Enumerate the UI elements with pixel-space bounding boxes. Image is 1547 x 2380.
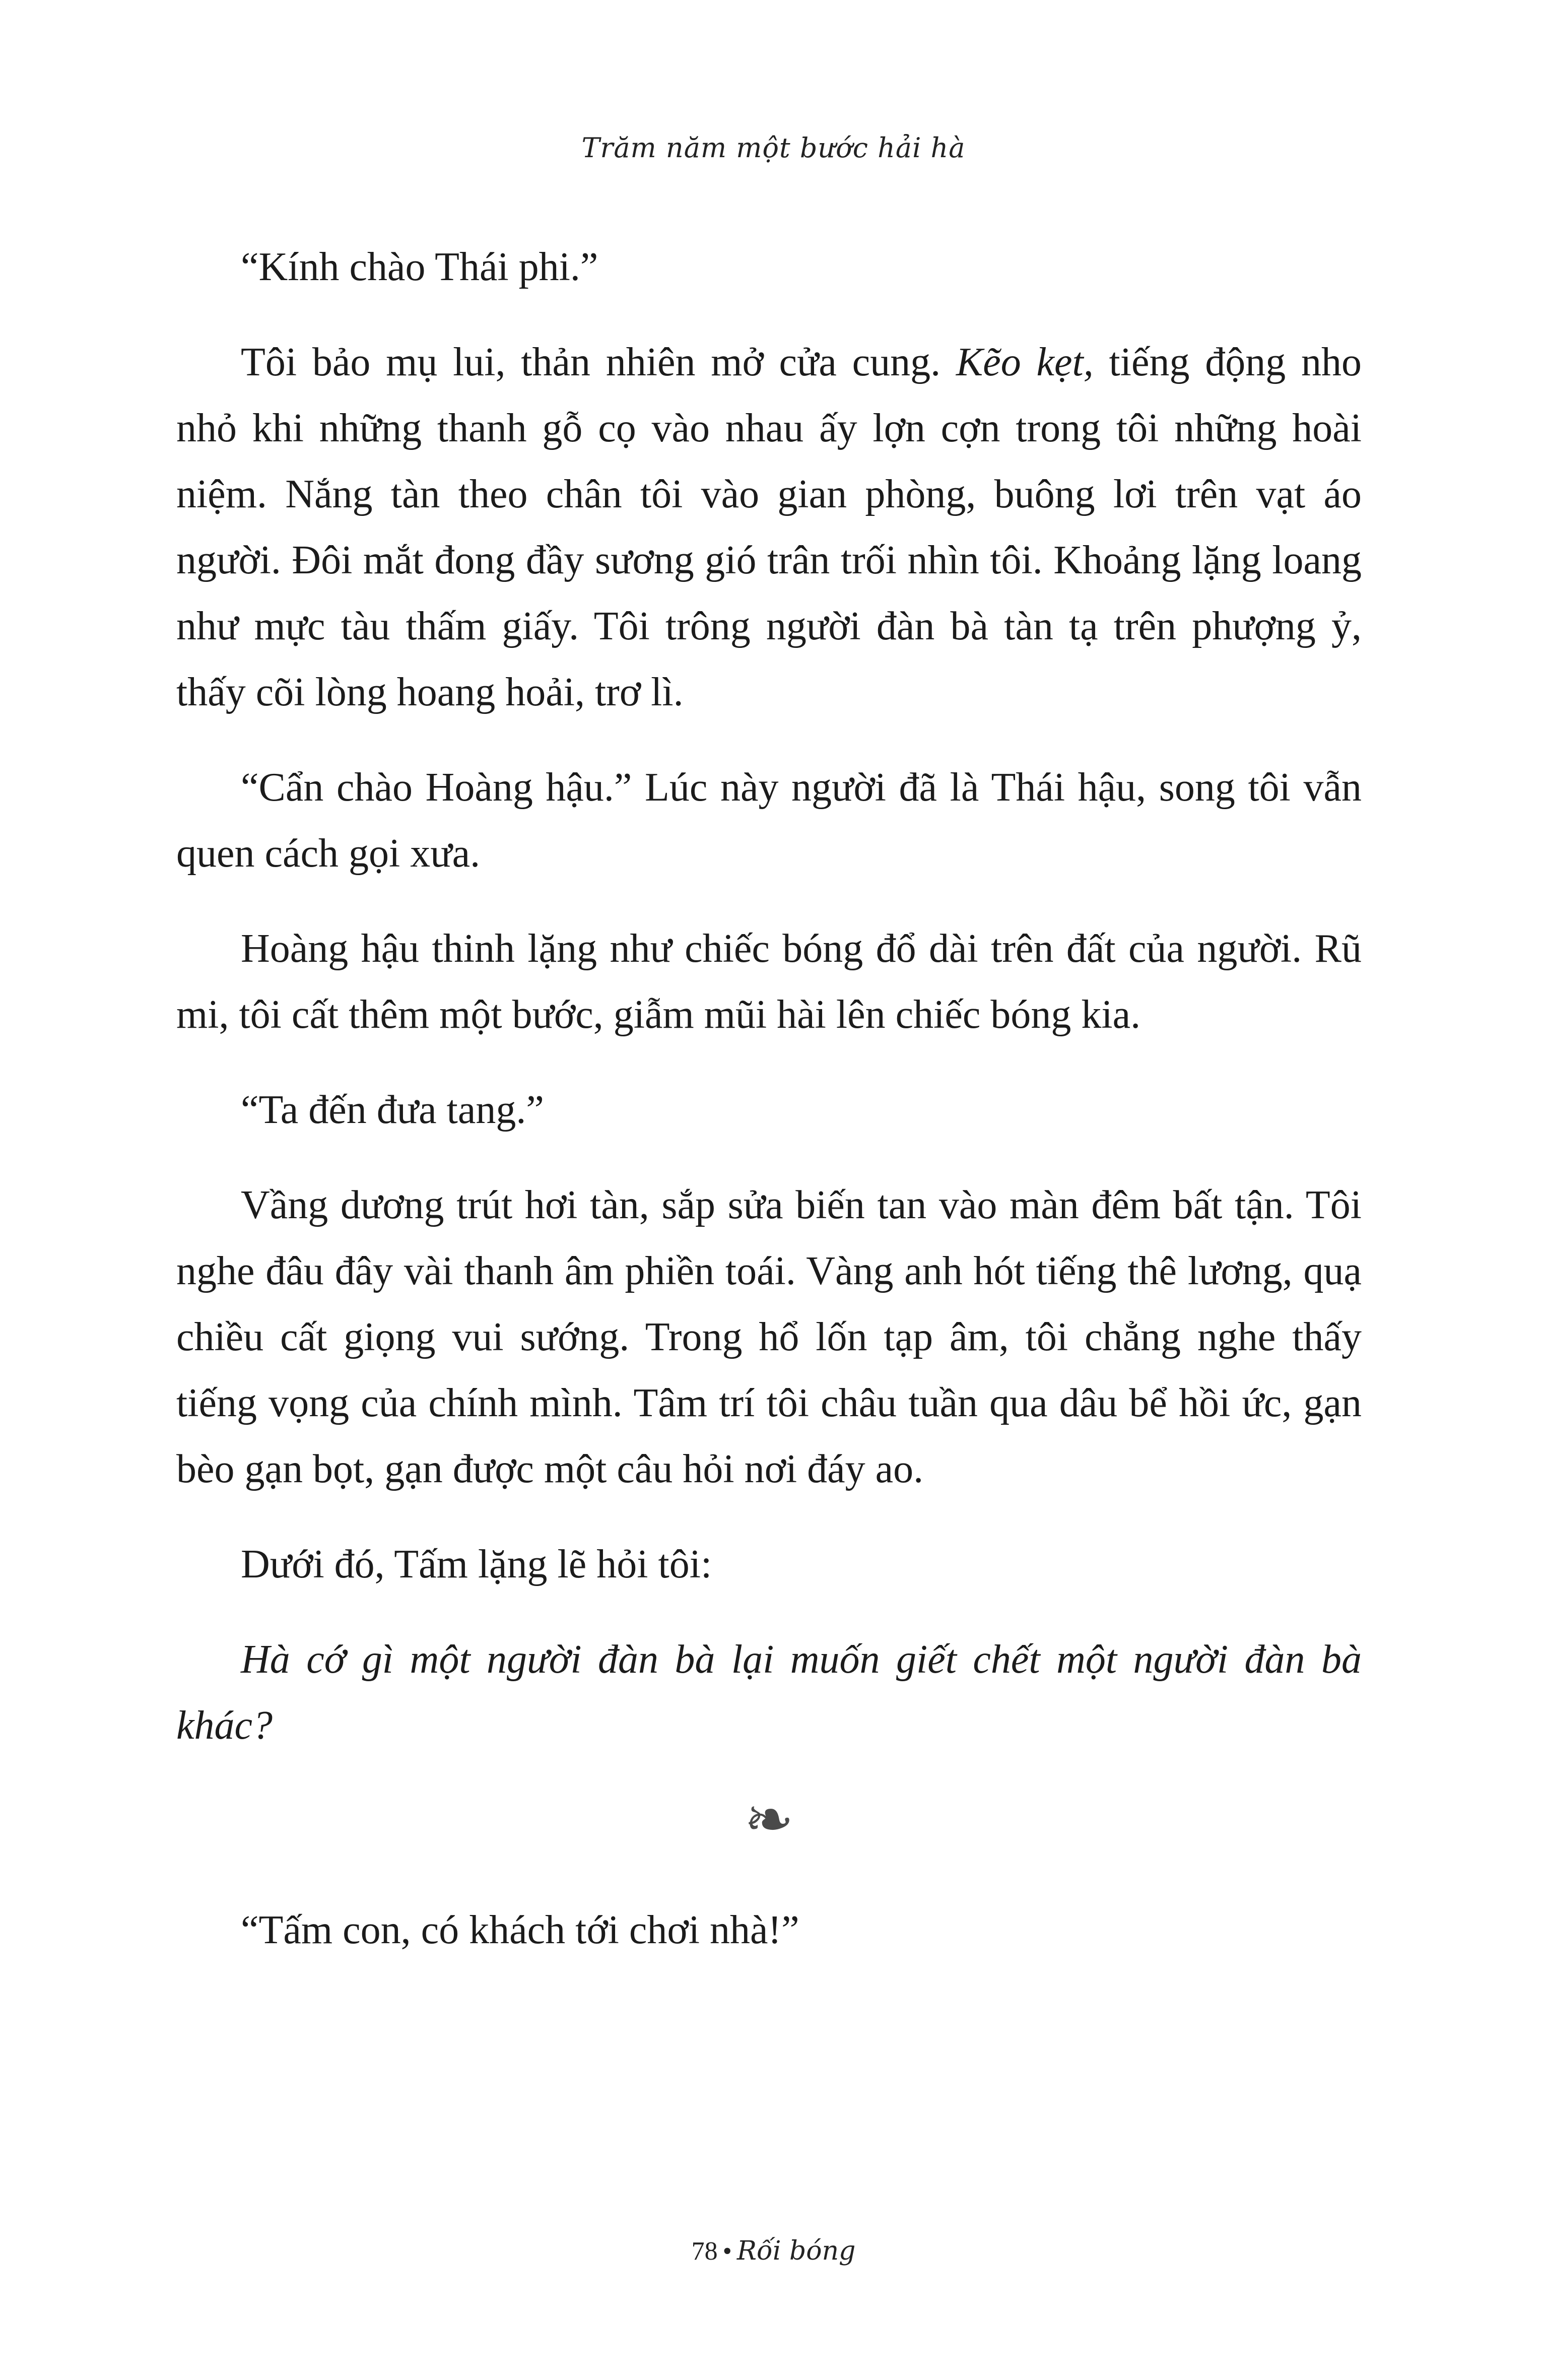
body-paragraph: “Cẩn chào Hoàng hậu.” Lúc này người đã là Thái hậu, song tôi vẫn quen cách gọi xưa. — [176, 765, 1362, 876]
chapter-title: Rối bóng — [736, 2236, 856, 2266]
body-paragraph-dialogue: “Tấm con, có khách tới chơi nhà!” — [241, 1908, 799, 1952]
body-paragraph-dialogue: “Ta đến đưa tang.” — [241, 1088, 544, 1132]
section-break-flourish-icon: ❧ — [744, 1784, 794, 1854]
page-body — [176, 234, 1362, 1963]
page-number: 78 — [691, 2237, 718, 2266]
running-header: Trăm năm một bước hải hà — [581, 132, 966, 164]
body-paragraph-dialogue: “Kính chào Thái phi.” — [241, 245, 598, 289]
body-paragraph: Hoàng hậu thinh lặng như chiếc bóng đổ dài trên đất của người. Rũ mi, tôi cất thêm một bước, giẫm mũi hài lên chiếc bóng kia. — [176, 927, 1362, 1037]
paragraph-italic-phrase: Kẽo kẹt, — [956, 340, 1094, 384]
paragraph-text: tiếng động nho nhỏ khi những thanh gỗ cọ vào nhau ấy lợn cợn trong tôi những hoài niệm. Nắng tàn theo chân tôi vào gian phòng, buông lơi trên vạt áo người. Đôi mắt đong đầy sương gió trân trối nhìn tôi. Khoảng lặng loang như mực tàu thấm giấy. Tôi trông người đàn bà tàn tạ trên phượng ỷ, thấy cõi lòng hoang hoải, trơ lì. — [176, 340, 1362, 714]
body-paragraph — [176, 329, 1362, 725]
footer-separator: • — [722, 2237, 732, 2266]
page-footer — [0, 2236, 1547, 2266]
body-paragraph: Vầng dương trút hơi tàn, sắp sửa biến tan vào màn đêm bất tận. Tôi nghe đâu đây vài thanh âm phiền toái. Vàng anh hót tiếng thê lương, quạ chiều cất giọng vui sướng. Trong hổ lốn tạp âm, tôi chẳng nghe thấy tiếng vọng của chính mình. Tâm trí tôi châu tuần qua dâu bể hồi ức, gạn bèo gạn bọt, gạn được một câu hỏi nơi đáy ao. — [176, 1183, 1362, 1491]
body-paragraph-italic-question: Hà cớ gì một người đàn bà lại muốn giết chết một người đàn bà khác? — [176, 1637, 1362, 1748]
paragraph-text: Tôi bảo mụ lui, thản nhiên mở cửa cung. — [241, 340, 956, 384]
body-paragraph: Dưới đó, Tấm lặng lẽ hỏi tôi: — [241, 1542, 712, 1586]
